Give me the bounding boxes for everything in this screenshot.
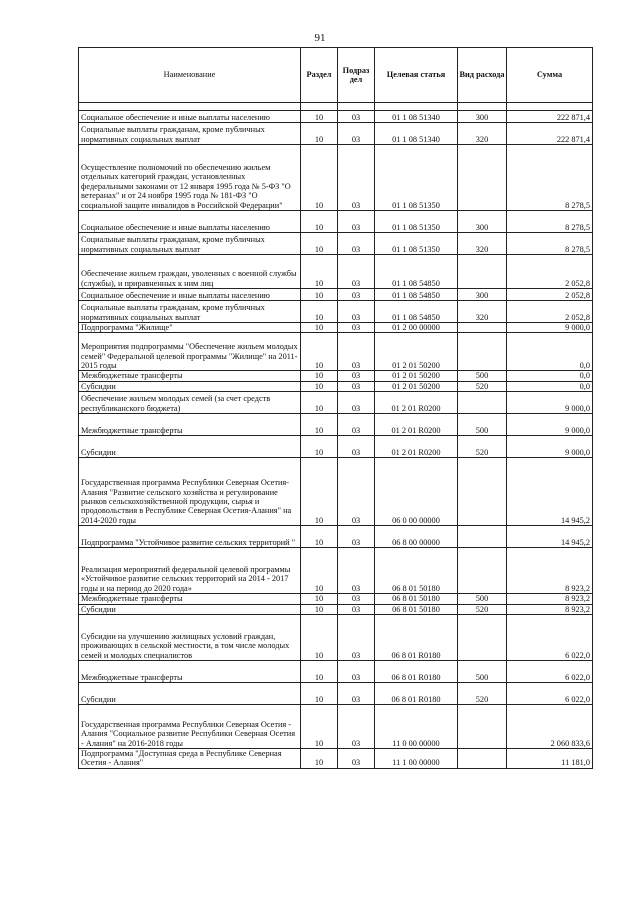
table-row xyxy=(79,381,593,391)
cell-sum: 9 000,0 xyxy=(507,436,593,458)
cell-target-article: 01 1 08 54850 xyxy=(375,301,458,323)
budget-table xyxy=(78,47,593,769)
cell-sum: 2 052,8 xyxy=(507,301,593,323)
cell-name: Субсидии xyxy=(79,604,301,614)
table-row xyxy=(79,233,593,255)
cell-subsection: 03 xyxy=(338,604,375,614)
cell-target-article: 11 1 00 00000 xyxy=(375,749,458,769)
cell-sum: 11 181,0 xyxy=(507,749,593,769)
cell-section: 10 xyxy=(301,683,338,705)
cell-sum: 0,0 xyxy=(507,333,593,371)
cell-expense-type xyxy=(458,705,507,749)
cell-section: 10 xyxy=(301,604,338,614)
cell-name: Осуществление полномочий по обеспечению жильем отдельных категорий граждан, установленных федеральными законами от 12 января 1995 года № 5-ФЗ "О ветеранах" и от 24 ноября 1995 года № 181-ФЗ "О социальной защите инвалидов в Российской Федерации" xyxy=(79,145,301,211)
cell-target-article: 01 1 08 51350 xyxy=(375,233,458,255)
cell-subsection: 03 xyxy=(338,705,375,749)
page-number: 91 xyxy=(314,32,326,44)
cell-name: Социальное обеспечение и иные выплаты населению xyxy=(79,211,301,233)
cell-section: 10 xyxy=(301,615,338,661)
table-body xyxy=(79,103,593,769)
cell-name: Субсидии на улучшению жилищных условий граждан, проживающих в сельской местности, в том числе молодых семей и молодых специалистов xyxy=(79,615,301,661)
cell-expense-type xyxy=(458,548,507,594)
cell-expense-type: 520 xyxy=(458,683,507,705)
cell-sum: 2 060 833,6 xyxy=(507,705,593,749)
cell-subsection: 03 xyxy=(338,526,375,548)
cell-sum: 9 000,0 xyxy=(507,392,593,414)
cell-target-article: 06 8 00 00000 xyxy=(375,526,458,548)
cell-name: Мероприятия подпрограммы "Обеспечение жильем молодых семей" Федеральной целевой программы "Жилище" на 2011-2015 годы xyxy=(79,333,301,371)
cell-target-article: 01 2 01 R0200 xyxy=(375,414,458,436)
cell-section: 10 xyxy=(301,436,338,458)
cell-sum: 8 923,2 xyxy=(507,604,593,614)
cell-sum: 8 923,2 xyxy=(507,548,593,594)
cell-section: 10 xyxy=(301,392,338,414)
cell-subsection: 03 xyxy=(338,145,375,211)
table-row xyxy=(79,145,593,211)
cell-section: 10 xyxy=(301,123,338,145)
table-row xyxy=(79,392,593,414)
table-row xyxy=(79,323,593,333)
cell-expense-type: 320 xyxy=(458,233,507,255)
cell-section: 10 xyxy=(301,594,338,604)
cell-target-article: 01 1 08 51340 xyxy=(375,123,458,145)
cell-expense-type: 520 xyxy=(458,381,507,391)
cell-target-article: 06 8 01 50180 xyxy=(375,594,458,604)
column-header-name: Наименование xyxy=(79,48,301,103)
cell-subsection: 03 xyxy=(338,414,375,436)
cell-name: Подпрограмма "Доступная среда в Республике Северная Осетия - Алания" xyxy=(79,749,301,769)
cell-name: Реализация мероприятий федеральной целевой программы «Устойчивое развитие сельских территорий на 2014 - 2017 годы и на период до 2020 года» xyxy=(79,548,301,594)
cell-target-article: 01 2 01 50200 xyxy=(375,333,458,371)
cell-name: Межбюджетные трансферты xyxy=(79,661,301,683)
table-row xyxy=(79,211,593,233)
cell-section: 10 xyxy=(301,458,338,526)
table-row xyxy=(79,526,593,548)
cell-section: 10 xyxy=(301,301,338,323)
cell-target-article: 06 8 01 50180 xyxy=(375,548,458,594)
table-row xyxy=(79,615,593,661)
cell-expense-type xyxy=(458,749,507,769)
cell-expense-type: 500 xyxy=(458,594,507,604)
cell-expense-type xyxy=(458,615,507,661)
cell-sum: 9 000,0 xyxy=(507,414,593,436)
table-row xyxy=(79,414,593,436)
cell-expense-type: 300 xyxy=(458,289,507,301)
cell-expense-type: 500 xyxy=(458,414,507,436)
cell-subsection: 03 xyxy=(338,381,375,391)
cell-section: 10 xyxy=(301,255,338,289)
table-row xyxy=(79,371,593,381)
cell-sum: 8 278,5 xyxy=(507,211,593,233)
cell-sum: 14 945,2 xyxy=(507,458,593,526)
cell-name: Социальное обеспечение и иные выплаты населению xyxy=(79,111,301,123)
cell-sum: 8 278,5 xyxy=(507,145,593,211)
cell-subsection: 03 xyxy=(338,289,375,301)
cell-expense-type: 320 xyxy=(458,301,507,323)
cell-target-article: 01 2 00 00000 xyxy=(375,323,458,333)
table-row xyxy=(79,594,593,604)
cell-name: Государственная программа Республики Северная Осетия - Алания "Социальное развитие Республики Северная Осетия - Алания" на 2016-2018 годы xyxy=(79,705,301,749)
cell-section: 10 xyxy=(301,211,338,233)
cell-name: Субсидии xyxy=(79,683,301,705)
cell-expense-type xyxy=(458,458,507,526)
cell-sum: 14 945,2 xyxy=(507,526,593,548)
cell-section: 10 xyxy=(301,661,338,683)
cell-section: 10 xyxy=(301,233,338,255)
cell-subsection: 03 xyxy=(338,211,375,233)
cell-target-article: 06 0 00 00000 xyxy=(375,458,458,526)
cell-section: 10 xyxy=(301,323,338,333)
table-row xyxy=(79,301,593,323)
cell-subsection: 03 xyxy=(338,661,375,683)
column-header-subsection: Подраз дел xyxy=(338,48,375,103)
cell-name: Субсидии xyxy=(79,436,301,458)
cell-subsection: 03 xyxy=(338,371,375,381)
cell-name: Субсидии xyxy=(79,381,301,391)
cell-sum: 0,0 xyxy=(507,381,593,391)
table-row xyxy=(79,661,593,683)
cell-sum: 2 052,8 xyxy=(507,289,593,301)
cell-expense-type xyxy=(458,526,507,548)
cell-name: Межбюджетные трансферты xyxy=(79,371,301,381)
cell-name: Подпрограмма "Устойчивое развитие сельских территорий " xyxy=(79,526,301,548)
cell-subsection: 03 xyxy=(338,548,375,594)
cell-target-article: 11 0 00 00000 xyxy=(375,705,458,749)
cell-target-article: 01 2 01 50200 xyxy=(375,381,458,391)
cell-name: Межбюджетные трансферты xyxy=(79,594,301,604)
cell-expense-type xyxy=(458,323,507,333)
cell-name: Обеспечение жильем граждан, уволенных с военной службы (службы), и приравненных к ним лиц xyxy=(79,255,301,289)
cell-expense-type: 520 xyxy=(458,604,507,614)
cell-section: 10 xyxy=(301,145,338,211)
cell-expense-type xyxy=(458,145,507,211)
table-row xyxy=(79,436,593,458)
cell-subsection: 03 xyxy=(338,333,375,371)
cell-subsection: 03 xyxy=(338,683,375,705)
cell-expense-type: 520 xyxy=(458,436,507,458)
cell-expense-type: 500 xyxy=(458,661,507,683)
table-row xyxy=(79,289,593,301)
cell-name: Государственная программа Республики Северная Осетия-Алания "Развитие сельского хозяйства и регулирование рынков сельскохозяйственной продукции, сырья и продовольствия в Республике Северная Осетия-Алания" на 2014-2020 годы xyxy=(79,458,301,526)
column-header-sum: Сумма xyxy=(507,48,593,103)
cell-expense-type: 320 xyxy=(458,123,507,145)
table-row xyxy=(79,255,593,289)
cell-section: 10 xyxy=(301,705,338,749)
cell-subsection: 03 xyxy=(338,255,375,289)
cell-name: Социальные выплаты гражданам, кроме публичных нормативных социальных выплат xyxy=(79,233,301,255)
cell-sum: 222 871,4 xyxy=(507,123,593,145)
cell-subsection: 03 xyxy=(338,111,375,123)
table-row xyxy=(79,548,593,594)
cell-target-article: 01 2 01 R0200 xyxy=(375,392,458,414)
cell-subsection: 03 xyxy=(338,458,375,526)
cell-section: 10 xyxy=(301,333,338,371)
spacer-row xyxy=(79,103,593,111)
cell-subsection: 03 xyxy=(338,233,375,255)
table-row xyxy=(79,705,593,749)
table-row xyxy=(79,111,593,123)
cell-section: 10 xyxy=(301,289,338,301)
cell-section: 10 xyxy=(301,526,338,548)
table-row xyxy=(79,604,593,614)
cell-section: 10 xyxy=(301,749,338,769)
cell-target-article: 01 1 08 51350 xyxy=(375,211,458,233)
cell-target-article: 01 1 08 54850 xyxy=(375,255,458,289)
cell-section: 10 xyxy=(301,371,338,381)
cell-subsection: 03 xyxy=(338,615,375,661)
cell-target-article: 01 2 01 R0200 xyxy=(375,436,458,458)
cell-target-article: 01 1 08 51340 xyxy=(375,111,458,123)
table-header-row xyxy=(79,48,593,103)
cell-sum: 6 022,0 xyxy=(507,661,593,683)
cell-sum: 8 278,5 xyxy=(507,233,593,255)
cell-subsection: 03 xyxy=(338,594,375,604)
table-row xyxy=(79,683,593,705)
cell-target-article: 01 1 08 51350 xyxy=(375,145,458,211)
table-row xyxy=(79,333,593,371)
cell-sum: 2 052,8 xyxy=(507,255,593,289)
cell-subsection: 03 xyxy=(338,301,375,323)
cell-expense-type: 500 xyxy=(458,371,507,381)
cell-expense-type: 300 xyxy=(458,111,507,123)
cell-name: Подпрограмма "Жилище" xyxy=(79,323,301,333)
cell-target-article: 01 1 08 54850 xyxy=(375,289,458,301)
cell-section: 10 xyxy=(301,414,338,436)
column-header-target-article: Целевая статья xyxy=(375,48,458,103)
cell-target-article: 06 8 01 50180 xyxy=(375,604,458,614)
column-header-section: Раздел xyxy=(301,48,338,103)
cell-sum: 6 022,0 xyxy=(507,615,593,661)
cell-sum: 6 022,0 xyxy=(507,683,593,705)
cell-section: 10 xyxy=(301,548,338,594)
column-header-expense-type: Вид расхода xyxy=(458,48,507,103)
cell-target-article: 01 2 01 50200 xyxy=(375,371,458,381)
cell-expense-type xyxy=(458,392,507,414)
cell-subsection: 03 xyxy=(338,323,375,333)
cell-section: 10 xyxy=(301,111,338,123)
cell-expense-type: 300 xyxy=(458,211,507,233)
cell-expense-type xyxy=(458,255,507,289)
cell-sum: 222 871,4 xyxy=(507,111,593,123)
cell-name: Социальное обеспечение и иные выплаты населению xyxy=(79,289,301,301)
cell-name: Социальные выплаты гражданам, кроме публичных нормативных социальных выплат xyxy=(79,123,301,145)
table-row xyxy=(79,123,593,145)
table-row xyxy=(79,749,593,769)
cell-name: Обеспечение жильем молодых семей (за счет средств республиканского бюджета) xyxy=(79,392,301,414)
cell-section: 10 xyxy=(301,381,338,391)
cell-subsection: 03 xyxy=(338,392,375,414)
cell-subsection: 03 xyxy=(338,436,375,458)
cell-name: Социальные выплаты гражданам, кроме публичных нормативных социальных выплат xyxy=(79,301,301,323)
cell-target-article: 06 8 01 R0180 xyxy=(375,683,458,705)
cell-name: Межбюджетные трансферты xyxy=(79,414,301,436)
cell-sum: 0,0 xyxy=(507,371,593,381)
cell-expense-type xyxy=(458,333,507,371)
cell-subsection: 03 xyxy=(338,123,375,145)
table-row xyxy=(79,458,593,526)
cell-target-article: 06 8 01 R0180 xyxy=(375,615,458,661)
cell-target-article: 06 8 01 R0180 xyxy=(375,661,458,683)
cell-sum: 9 000,0 xyxy=(507,323,593,333)
cell-sum: 8 923,2 xyxy=(507,594,593,604)
cell-subsection: 03 xyxy=(338,749,375,769)
